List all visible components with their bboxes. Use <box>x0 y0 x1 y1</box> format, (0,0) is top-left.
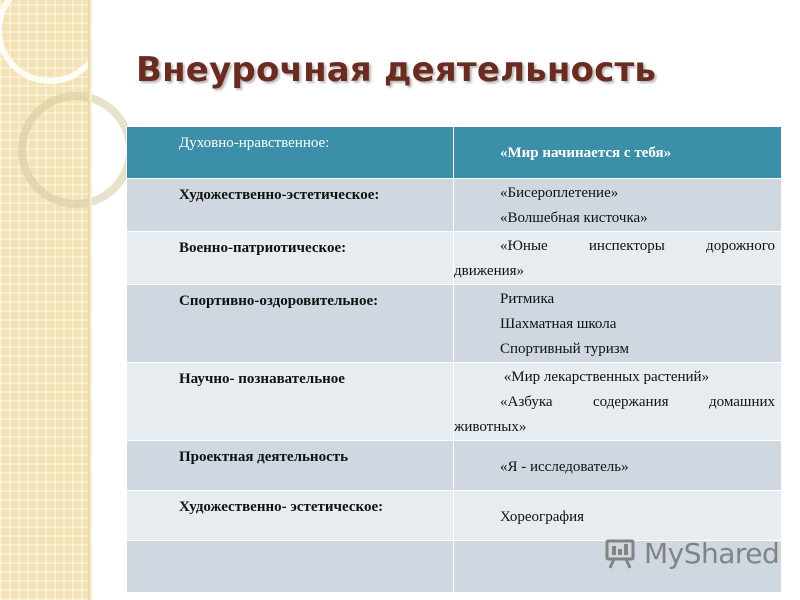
category-cell <box>127 441 454 491</box>
category-cell <box>127 232 454 285</box>
activity-item: «Юные инспекторы дорожного <box>500 238 775 254</box>
category-label: Проектная деятельность <box>179 449 349 465</box>
activities-cell <box>454 232 782 285</box>
activity-item: «Бисероплетение» <box>500 185 619 201</box>
activity-item: Ритмика <box>500 291 555 307</box>
activities-table-container <box>126 126 781 593</box>
table-row <box>127 491 782 541</box>
category-label: Спортивно-оздоровительное: <box>179 293 379 309</box>
table-row <box>127 127 782 179</box>
activity-item: Шахматная школа <box>500 316 617 332</box>
category-cell <box>127 127 454 179</box>
activity-item: «Азбука содержания домашних <box>500 394 775 410</box>
activities-cell <box>454 363 782 441</box>
slide-title: Внеурочная деятельность <box>136 50 657 90</box>
category-label: Научно- познавательное <box>179 371 345 387</box>
watermark <box>604 536 779 570</box>
activity-item: Спортивный туризм <box>500 341 629 357</box>
decorative-ring <box>18 92 134 208</box>
category-cell <box>127 179 454 232</box>
table-row <box>127 179 782 232</box>
category-cell <box>127 363 454 441</box>
activities-cell <box>454 441 782 491</box>
side-strip-edge <box>88 0 92 600</box>
presentation-board-icon <box>604 536 638 570</box>
activity-item: «Волшебная кисточка» <box>500 210 648 226</box>
table-row <box>127 363 782 441</box>
table-row <box>127 441 782 491</box>
activity-item: животных» <box>454 419 527 435</box>
activities-cell <box>454 179 782 232</box>
activity-item: Хореография <box>500 509 585 525</box>
activities-cell <box>454 127 782 179</box>
table-row <box>127 232 782 285</box>
activities-cell <box>454 491 782 541</box>
category-label: Художественно- эстетическое: <box>179 499 384 515</box>
watermark-text: MyShared <box>644 536 780 570</box>
category-cell <box>127 541 454 593</box>
category-label: Духовно-нравственное: <box>179 135 330 151</box>
activity-item: «Мир начинается с тебя» <box>500 145 672 161</box>
table-row <box>127 285 782 363</box>
decorative-side-strip <box>0 0 88 600</box>
activity-item: «Мир лекарственных растений» <box>500 369 710 385</box>
activities-table <box>126 126 782 593</box>
activity-item: «Я - исследователь» <box>500 459 629 475</box>
activity-item: движения» <box>454 263 525 279</box>
activities-cell <box>454 285 782 363</box>
category-label: Военно-патриотическое: <box>179 240 347 256</box>
category-cell <box>127 491 454 541</box>
category-cell <box>127 285 454 363</box>
category-label: Художественно-эстетическое: <box>179 187 380 203</box>
